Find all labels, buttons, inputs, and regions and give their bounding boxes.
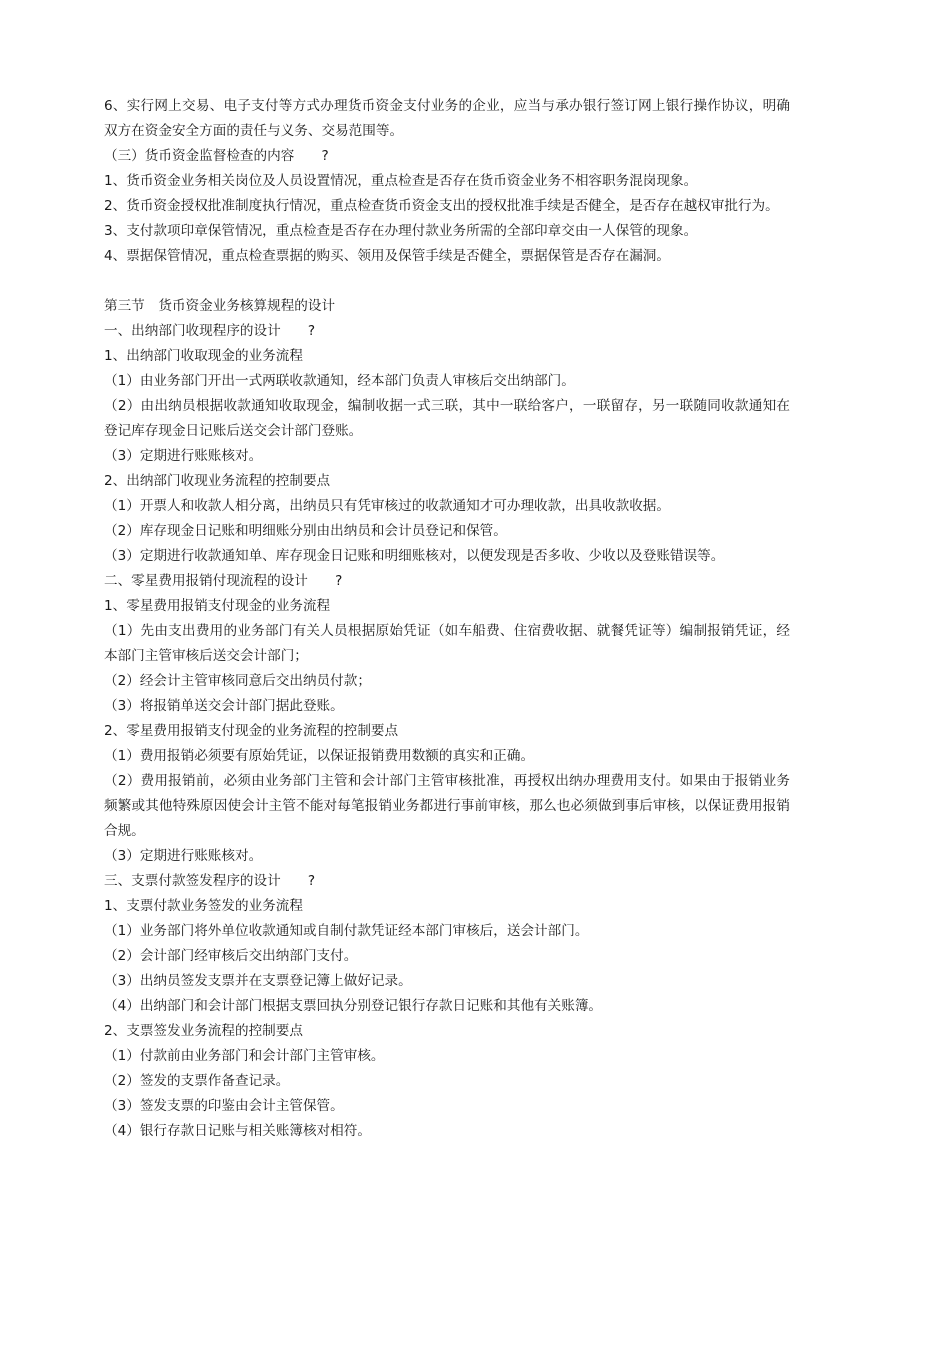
paragraph-item-6: 6、实行网上交易、电子支付等方式办理货币资金支付业务的企业，应当与承办银行签订网上银行操作协议，明确双方在资金安全方面的责任与义务、交易范围等。 [104,98,790,139]
list-item: （2）签发的支票作备查记录。 [104,1073,290,1089]
list-item: （1）开票人和收款人相分离，出纳员只有凭审核过的收款通知才可办理收款，出具收款收据。 [104,498,670,514]
subheading-receipt-flow: 1、出纳部门收取现金的业务流程 [104,348,303,364]
list-item: （3）定期进行账账核对。 [104,848,263,864]
list-item: （3）定期进行收款通知单、库存现金日记账和明细账核对，以便发现是否多收、少收以及登账错误等。 [104,548,725,564]
document-body [104,94,790,1144]
heading-cheque-issuance: 三、支票付款签发程序的设计 ? [104,873,316,889]
list-item: （1）付款前由业务部门和会计部门主管审核。 [104,1048,385,1064]
section-gap [104,269,790,294]
list-item: （3）定期进行账账核对。 [104,448,263,464]
list-item: （3）出纳员签发支票并在支票登记簿上做好记录。 [104,973,412,989]
paragraph-check-2: 2、货币资金授权批准制度执行情况，重点检查货币资金支出的授权批准手续是否健全，是否存在越权审批行为。 [104,198,779,214]
list-item: （1）由业务部门开出一式两联收款通知，经本部门负责人审核后交出纳部门。 [104,373,575,389]
subheading-expense-control: 2、零星费用报销支付现金的业务流程的控制要点 [104,723,399,739]
paragraph-check-1: 1、货币资金业务相关岗位及人员设置情况，重点检查是否存在货币资金业务不相容职务混岗现象。 [104,173,698,189]
list-item: （3）将报销单送交会计部门据此登账。 [104,698,344,714]
subsection-heading-supervision: （三）货币资金监督检查的内容 ? [104,148,329,164]
subheading-expense-flow: 1、零星费用报销支付现金的业务流程 [104,598,331,614]
paragraph-check-4: 4、票据保管情况，重点检查票据的购买、领用及保管手续是否健全，票据保管是否存在漏洞。 [104,248,670,264]
list-item: （2）费用报销前，必须由业务部门主管和会计部门主管审核批准，再授权出纳办理费用支付。如果由于报销业务频繁或其他特殊原因使会计主管不能对每笔报销业务都进行事前审核，那么也必须做到事后审核，以保证费用报销合规。 [104,773,790,839]
list-item: （2）会计部门经审核后交出纳部门支付。 [104,948,358,964]
subheading-cheque-flow: 1、支票付款业务签发的业务流程 [104,898,303,914]
list-item: （4）银行存款日记账与相关账簿核对相符。 [104,1123,371,1139]
heading-expense-reimbursement: 二、零星费用报销付现流程的设计 ? [104,573,343,589]
subheading-cheque-control: 2、支票签发业务流程的控制要点 [104,1023,303,1039]
subheading-receipt-control: 2、出纳部门收现业务流程的控制要点 [104,473,331,489]
section-heading: 第三节 货币资金业务核算规程的设计 [104,298,336,314]
paragraph-check-3: 3、支付款项印章保管情况，重点检查是否存在办理付款业务所需的全部印章交由一人保管的现象。 [104,223,698,239]
list-item: （1）业务部门将外单位收款通知或自制付款凭证经本部门审核后，送会计部门。 [104,923,589,939]
list-item: （1）先由支出费用的业务部门有关人员根据原始凭证（如车船费、住宿费收据、就餐凭证等）编制报销凭证，经本部门主管审核后送交会计部门； [104,623,790,664]
list-item: （3）签发支票的印鉴由会计主管保管。 [104,1098,344,1114]
list-item: （2）库存现金日记账和明细账分别由出纳员和会计员登记和保管。 [104,523,507,539]
list-item: （4）出纳部门和会计部门根据支票回执分别登记银行存款日记账和其他有关账簿。 [104,998,603,1014]
list-item: （2）经会计主管审核同意后交出纳员付款； [104,673,371,689]
list-item: （2）由出纳员根据收款通知收取现金，编制收据一式三联，其中一联给客户，一联留存，另一联随同收款通知在登记库存现金日记账后送交会计部门登账。 [104,398,790,439]
heading-cash-receipt: 一、出纳部门收现程序的设计 ? [104,323,316,339]
list-item: （1）费用报销必须要有原始凭证，以保证报销费用数额的真实和正确。 [104,748,535,764]
